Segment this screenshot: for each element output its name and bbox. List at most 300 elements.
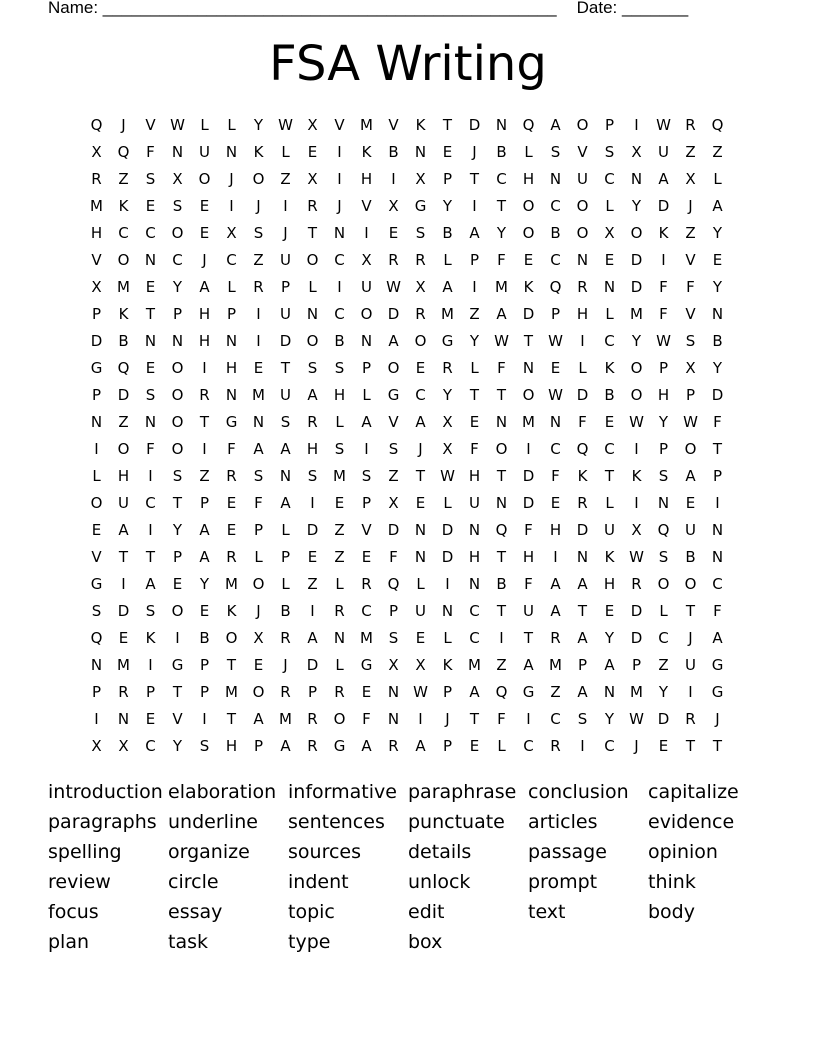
grid-letter: X (604, 223, 615, 242)
grid-letter: A (199, 277, 210, 296)
grid-row (83, 651, 731, 678)
grid-letter: S (172, 196, 183, 215)
grid-letter: V (361, 520, 372, 539)
grid-letter: T (172, 682, 183, 701)
grid-letter: A (199, 520, 210, 539)
grid-letter: L (335, 412, 344, 431)
grid-letter: D (90, 331, 103, 350)
grid-letter: L (308, 277, 317, 296)
grid-letter: X (118, 736, 129, 755)
grid-letter: S (550, 142, 561, 161)
grid-letter: H (117, 466, 130, 485)
grid-letter: A (145, 574, 156, 593)
grid-letter: I (526, 709, 531, 728)
grid-letter: C (712, 574, 723, 593)
grid-letter: B (604, 385, 615, 404)
grid-letter: M (333, 466, 346, 485)
grid-letter: T (685, 736, 696, 755)
grid-letter: X (307, 169, 318, 188)
grid-row (83, 543, 731, 570)
grid-letter: Y (253, 115, 264, 134)
grid-letter: C (496, 169, 507, 188)
grid-letter: T (496, 547, 507, 566)
grid-letter: O (414, 331, 427, 350)
grid-letter: A (280, 439, 291, 458)
grid-letter: T (685, 601, 696, 620)
grid-letter: O (684, 439, 697, 458)
grid-letter: K (658, 223, 669, 242)
grid-letter: A (577, 682, 588, 701)
grid-letter: E (253, 358, 264, 377)
grid-letter: G (90, 574, 103, 593)
grid-letter: O (252, 169, 265, 188)
grid-letter: M (468, 655, 481, 674)
grid-row (83, 138, 731, 165)
grid-letter: K (604, 358, 615, 377)
grid-letter: X (91, 277, 102, 296)
grid-letter: E (334, 493, 345, 512)
word-bank-item: circle (168, 871, 219, 893)
grid-letter: E (523, 250, 534, 269)
grid-letter: H (90, 223, 103, 242)
grid-letter: A (280, 493, 291, 512)
grid-letter: P (388, 601, 399, 620)
grid-letter: Z (334, 520, 345, 539)
grid-row (83, 246, 731, 273)
grid-letter: J (256, 196, 261, 215)
grid-letter: J (229, 169, 234, 188)
grid-letter: H (360, 169, 373, 188)
grid-letter: W (548, 385, 563, 404)
grid-letter: K (118, 304, 129, 323)
grid-letter: P (91, 385, 102, 404)
grid-letter: T (523, 331, 534, 350)
grid-letter: T (172, 493, 183, 512)
grid-letter: H (468, 466, 481, 485)
grid-letter: I (256, 331, 261, 350)
grid-letter: W (386, 277, 401, 296)
grid-letter: E (145, 196, 156, 215)
grid-letter: B (712, 331, 723, 350)
grid-row (83, 597, 731, 624)
grid-letter: C (604, 331, 615, 350)
grid-letter: M (360, 628, 373, 647)
grid-letter: A (307, 628, 318, 647)
grid-letter: I (472, 277, 477, 296)
grid-letter: X (631, 142, 642, 161)
grid-letter: N (171, 331, 184, 350)
grid-letter: V (91, 547, 102, 566)
grid-letter: T (226, 709, 237, 728)
word-bank-item: organize (168, 841, 250, 863)
grid-letter: Z (253, 250, 264, 269)
grid-letter: L (281, 142, 290, 161)
grid-letter: B (280, 601, 291, 620)
grid-letter: X (415, 169, 426, 188)
grid-letter: R (334, 682, 345, 701)
grid-letter: C (415, 385, 426, 404)
grid-letter: T (199, 412, 210, 431)
word-bank-item: evidence (648, 811, 735, 833)
grid-letter: T (496, 196, 507, 215)
grid-letter: P (172, 304, 183, 323)
grid-letter: Z (388, 466, 399, 485)
word-bank-item: plan (48, 931, 90, 953)
grid-letter: C (550, 196, 561, 215)
grid-letter: O (171, 223, 184, 242)
grid-letter: H (603, 574, 616, 593)
grid-letter: I (688, 682, 693, 701)
grid-letter: S (334, 358, 345, 377)
grid-letter: M (630, 304, 643, 323)
grid-letter: E (307, 142, 318, 161)
grid-letter: L (524, 142, 533, 161)
grid-letter: R (334, 601, 345, 620)
grid-letter: N (360, 331, 373, 350)
grid-letter: P (469, 250, 480, 269)
grid-letter: I (202, 709, 207, 728)
grid-letter: Z (496, 655, 507, 674)
grid-letter: J (418, 439, 423, 458)
grid-letter: J (121, 115, 126, 134)
word-bank-item: elaboration (168, 781, 277, 803)
grid-letter: E (307, 547, 318, 566)
grid-letter: G (522, 682, 535, 701)
grid-row (83, 300, 731, 327)
grid-letter: J (688, 628, 693, 647)
grid-letter: A (469, 223, 480, 242)
grid-letter: D (657, 709, 670, 728)
grid-letter: T (469, 709, 480, 728)
grid-letter: O (171, 601, 184, 620)
grid-row (83, 732, 731, 759)
grid-letter: A (550, 115, 561, 134)
grid-letter: L (605, 196, 614, 215)
grid-letter: V (388, 412, 399, 431)
grid-letter: D (441, 547, 454, 566)
grid-letter: H (198, 331, 211, 350)
grid-letter: C (604, 736, 615, 755)
grid-letter: I (337, 169, 342, 188)
grid-letter: C (226, 250, 237, 269)
grid-letter: H (549, 520, 562, 539)
grid-letter: V (685, 250, 696, 269)
grid-letter: K (523, 277, 534, 296)
grid-letter: U (523, 601, 534, 620)
grid-letter: T (523, 628, 534, 647)
grid-letter: X (253, 628, 264, 647)
grid-letter: X (361, 250, 372, 269)
grid-letter: K (226, 601, 237, 620)
grid-letter: F (227, 439, 236, 458)
grid-letter: T (145, 304, 156, 323)
grid-letter: B (685, 547, 696, 566)
grid-letter: G (225, 412, 238, 431)
grid-letter: G (711, 682, 724, 701)
grid-row (83, 165, 731, 192)
grid-letter: O (576, 115, 589, 134)
word-bank-item: sources (288, 841, 361, 863)
grid-letter: N (144, 412, 157, 431)
grid-letter: A (550, 601, 561, 620)
grid-letter: W (278, 115, 293, 134)
grid-letter: D (630, 250, 643, 269)
grid-letter: A (685, 466, 696, 485)
grid-letter: L (335, 655, 344, 674)
grid-letter: I (256, 304, 261, 323)
grid-letter: I (337, 277, 342, 296)
grid-letter: Z (712, 142, 723, 161)
grid-letter: N (144, 331, 157, 350)
grid-letter: D (576, 385, 589, 404)
grid-letter: V (334, 115, 345, 134)
grid-letter: Q (117, 358, 130, 377)
grid-letter: D (522, 493, 535, 512)
grid-letter: I (445, 574, 450, 593)
grid-letter: I (202, 439, 207, 458)
grid-letter: D (468, 115, 481, 134)
grid-letter: Z (280, 169, 291, 188)
grid-letter: D (441, 520, 454, 539)
grid-letter: F (497, 709, 506, 728)
grid-letter: X (685, 358, 696, 377)
grid-letter: S (361, 466, 372, 485)
grid-letter: I (418, 709, 423, 728)
word-bank-item: conclusion (528, 781, 629, 803)
word-bank-item: informative (288, 781, 397, 803)
word-bank-item: punctuate (408, 811, 505, 833)
grid-letter: M (522, 412, 535, 431)
grid-letter: T (307, 223, 318, 242)
grid-letter: A (550, 574, 561, 593)
grid-letter: N (495, 493, 508, 512)
grid-letter: N (90, 412, 103, 431)
grid-letter: V (388, 115, 399, 134)
grid-letter: H (576, 304, 589, 323)
grid-letter: Z (550, 682, 561, 701)
word-bank-item: capitalize (648, 781, 739, 803)
grid-letter: J (472, 142, 477, 161)
grid-letter: U (118, 493, 129, 512)
grid-letter: Q (387, 574, 400, 593)
grid-letter: H (522, 547, 535, 566)
grid-letter: U (199, 142, 210, 161)
grid-letter: R (685, 709, 696, 728)
grid-letter: U (280, 250, 291, 269)
grid-letter: F (389, 547, 398, 566)
grid-letter: O (171, 358, 184, 377)
grid-letter: F (470, 439, 479, 458)
grid-letter: F (578, 412, 587, 431)
grid-letter: J (202, 250, 207, 269)
word-bank-item: sentences (288, 811, 385, 833)
grid-letter: M (630, 682, 643, 701)
grid-letter: S (577, 709, 588, 728)
grid-letter: B (334, 331, 345, 350)
grid-row (83, 111, 731, 138)
grid-letter: V (577, 142, 588, 161)
word-bank-item: details (408, 841, 472, 863)
grid-letter: L (227, 115, 236, 134)
grid-row (83, 219, 731, 246)
grid-letter: I (499, 628, 504, 647)
grid-letter: M (279, 709, 292, 728)
grid-letter: X (415, 277, 426, 296)
grid-letter: F (551, 466, 560, 485)
grid-letter: C (361, 601, 372, 620)
grid-letter: Z (118, 412, 129, 431)
grid-letter: N (711, 547, 724, 566)
grid-letter: V (172, 709, 183, 728)
grid-letter: I (634, 115, 639, 134)
grid-letter: N (306, 304, 319, 323)
grid-letter: Y (712, 358, 723, 377)
word-bank-item: focus (48, 901, 99, 923)
grid-letter: S (307, 358, 318, 377)
grid-letter: L (443, 250, 452, 269)
grid-letter: Y (712, 223, 723, 242)
grid-letter: X (388, 196, 399, 215)
grid-letter: X (172, 169, 183, 188)
grid-letter: Q (549, 277, 562, 296)
grid-letter: I (580, 736, 585, 755)
grid-letter: P (550, 304, 561, 323)
grid-letter: O (171, 412, 184, 431)
grid-letter: E (145, 277, 156, 296)
grid-letter: P (604, 115, 615, 134)
grid-letter: E (226, 493, 237, 512)
grid-letter: N (387, 682, 400, 701)
grid-letter: D (657, 196, 670, 215)
word-bank-item: type (288, 931, 331, 953)
grid-letter: R (550, 736, 561, 755)
grid-letter: E (550, 493, 561, 512)
grid-letter: Q (90, 115, 103, 134)
grid-letter: T (712, 439, 723, 458)
word-bank-item: underline (168, 811, 258, 833)
grid-letter: O (522, 223, 535, 242)
grid-letter: P (442, 682, 453, 701)
grid-letter: N (468, 574, 481, 593)
grid-letter: D (306, 520, 319, 539)
grid-letter: L (470, 358, 479, 377)
grid-letter: A (523, 655, 534, 674)
grid-row (83, 570, 731, 597)
word-bank-item: think (648, 871, 696, 893)
grid-letter: Y (199, 574, 210, 593)
grid-letter: W (656, 331, 671, 350)
grid-letter: D (576, 520, 589, 539)
grid-letter: N (711, 304, 724, 323)
grid-letter: W (548, 331, 563, 350)
word-bank-item: indent (288, 871, 349, 893)
date-field-label: Date: _______ (576, 0, 689, 17)
grid-letter: S (685, 331, 696, 350)
grid-letter: U (280, 304, 291, 323)
grid-letter: N (657, 493, 670, 512)
grid-letter: B (496, 142, 507, 161)
grid-letter: I (391, 169, 396, 188)
grid-letter: U (658, 142, 669, 161)
grid-letter: P (361, 358, 372, 377)
grid-letter: O (522, 385, 535, 404)
grid-letter: T (442, 115, 453, 134)
grid-letter: U (685, 655, 696, 674)
grid-letter: N (414, 142, 427, 161)
grid-letter: P (280, 547, 291, 566)
grid-letter: E (199, 196, 210, 215)
grid-letter: S (145, 601, 156, 620)
grid-letter: C (172, 250, 183, 269)
grid-letter: D (117, 385, 130, 404)
page-title: FSA Writing (269, 36, 547, 92)
grid-letter: A (118, 520, 129, 539)
grid-letter: B (199, 628, 210, 647)
grid-letter: N (333, 628, 346, 647)
grid-letter: A (712, 196, 723, 215)
grid-letter: P (442, 169, 453, 188)
grid-row (83, 354, 731, 381)
word-bank-item: edit (408, 901, 445, 923)
grid-letter: E (91, 520, 102, 539)
grid-letter: H (522, 169, 535, 188)
grid-letter: S (253, 466, 264, 485)
grid-letter: Y (469, 331, 480, 350)
grid-letter: I (310, 601, 315, 620)
grid-letter: I (634, 439, 639, 458)
grid-letter: R (388, 736, 399, 755)
word-search-grid (83, 111, 731, 759)
grid-letter: D (522, 466, 535, 485)
grid-letter: E (658, 736, 669, 755)
grid-letter: T (712, 736, 723, 755)
grid-letter: E (604, 601, 615, 620)
grid-letter: N (252, 412, 265, 431)
word-bank-item: articles (528, 811, 598, 833)
grid-letter: E (469, 412, 480, 431)
grid-letter: N (441, 601, 454, 620)
grid-letter: H (468, 547, 481, 566)
grid-letter: Q (657, 520, 670, 539)
grid-letter: R (307, 196, 318, 215)
grid-letter: S (253, 223, 264, 242)
grid-letter: F (659, 277, 668, 296)
grid-letter: O (252, 682, 265, 701)
grid-letter: F (146, 439, 155, 458)
grid-letter: X (91, 736, 102, 755)
grid-letter: X (307, 115, 318, 134)
grid-letter: K (145, 628, 156, 647)
grid-letter: U (415, 601, 426, 620)
grid-letter: E (604, 250, 615, 269)
grid-letter: I (580, 331, 585, 350)
word-bank-item: introduction (48, 781, 163, 803)
grid-letter: Y (172, 520, 183, 539)
grid-letter: P (145, 682, 156, 701)
grid-letter: O (90, 493, 103, 512)
grid-letter: N (144, 250, 157, 269)
word-bank-item: paragraphs (48, 811, 157, 833)
grid-letter: M (549, 655, 562, 674)
grid-letter: N (576, 547, 589, 566)
grid-letter: B (118, 331, 129, 350)
grid-letter: I (472, 196, 477, 215)
grid-letter: R (550, 628, 561, 647)
grid-letter: X (415, 655, 426, 674)
grid-letter: D (117, 601, 130, 620)
grid-letter: I (661, 250, 666, 269)
grid-letter: N (603, 682, 616, 701)
